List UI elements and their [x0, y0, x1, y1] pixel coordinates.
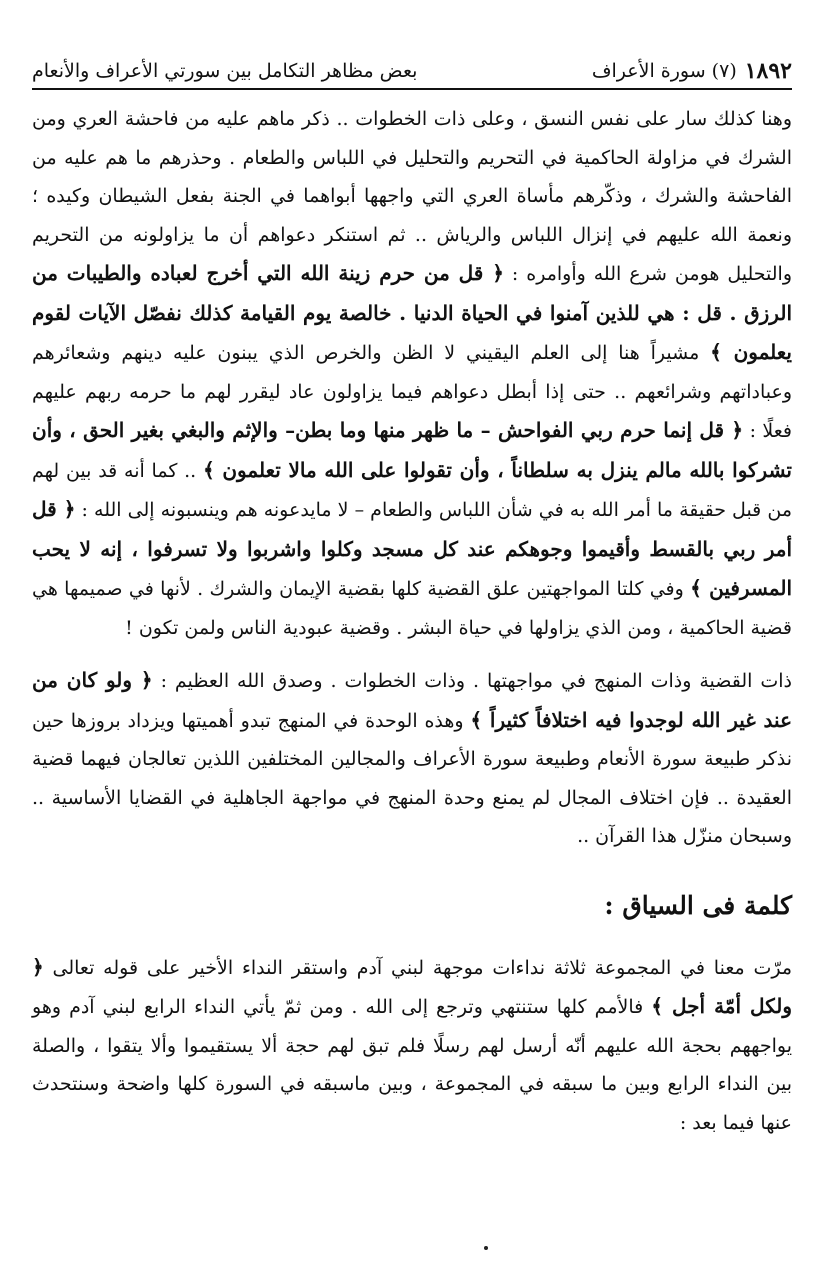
p3-text-1: مرّت معنا في المجموعة ثلاثة نداءات موجهة لبني آدم واستقر النداء الأخير على قوله تعالى	[43, 956, 792, 979]
p1-text-2: مشيراً هنا إلى العلم اليقيني لا الظن والخرص الذي يبنون عليه دينهم وشعائرهم وعباداتهم وشرائعهم .. حتى إذا أبطل دعواهم فيما يزاولون عاد ليقرر لهم ما حرمه ربهم عليهم فعلًا :	[32, 342, 792, 442]
page-number: ١٨٩٢	[744, 58, 792, 84]
page-header	[32, 54, 792, 90]
paragraph-1-text	[32, 100, 792, 647]
section-heading: كلمة فى السياق :	[604, 890, 792, 920]
running-title: بعض مظاهر التكامل بين سورتي الأعراف والأنعام	[32, 60, 418, 82]
p3-text-2: فالأمم كلها ستنتهي وترجع إلى الله . ومن ثمّ يأتي النداء الرابع لبني آدم وهو يواجههم بحجة الله عليهم أنّه أرسل لهم رسلًا فلم تبق لهم حجة ألا يستقيموا وألا يتقوا ، والصلة بين النداء الرابع وبين ما سبقه في المجموعة ، وبين ماسبقه في السورة كلها واضحة وسنتحدث عنها فيما بعد :	[32, 996, 792, 1134]
p3-quote-1: ﴿ ولكل أمّة أجل ﴾	[32, 954, 793, 1018]
paragraph-3-text	[32, 948, 792, 1143]
paragraph-3	[32, 948, 792, 1143]
footer-dot	[484, 1246, 488, 1250]
p1-text-1: وهنا كذلك سار على نفس النسق ، وعلى ذات الخطوات .. ذكر ماهم عليه من فاحشة العري ومن الشرك في مزاولة الحاكمية في التحريم والتحليل في اللباس والطعام . وحذرهم ما هم عليه من الفاحشة والشرك ، وذكّرهم مأساة العري التي واجهها أبواهما في الجنة بفعل الشيطان وكيده ؛ ونعمة الله عليهم في إنزال اللباس والرياش .. ثم استنكر دعواهم أن ما يزاولونه من التحريم والتحليل هومن شرع الله وأوامره :	[32, 108, 792, 285]
p1-quote-2: ﴿ قل إنما حرم ربي الفواحش – ما ظهر منها وما بطن– والإثم والبغي بغير الحق ، وأن تشركوا بالله مالم ينزل به سلطاناً ، وأن تقولوا على الله مالا تعلمون ﴾	[32, 418, 792, 482]
chapter-label: (٧) سورة الأعراف	[591, 60, 737, 82]
page-content	[32, 100, 792, 1142]
p2-quote-1: ﴿ ولو كان من عند غير الله لوجدوا فيه اختلافاً كثيراً ﴾	[32, 668, 792, 732]
p1-text-3: .. كما أنه قد بين لهم من قبل حقيقة ما أمر الله به في شأن اللباس والطعام – لا مايدعونه هم وينسبونه إلى الله :	[32, 459, 792, 521]
paragraph-2-text	[32, 661, 792, 856]
p1-quote-3: ﴿ قل أمر ربي بالقسط وأقيموا وجوهكم عند كل مسجد وكلوا واشربوا ولا تسرفوا ، إنه لا يحب المسرفين ﴾	[32, 497, 793, 600]
paragraph-2	[32, 661, 792, 856]
paragraph-1	[32, 100, 792, 647]
p1-quote-1: ﴿ قل من حرم زينة الله التي أخرج لعباده والطيبات من الرزق . قل : هي للذين آمنوا في الحياة الدنيا . خالصة يوم القيامة كذلك نفصّل الآيات لقوم يعلمون ﴾	[32, 261, 792, 364]
p2-text-1: ذات القضية وذات المنهج في مواجهتها . وذات الخطوات . وصدق الله العظيم :	[152, 670, 792, 692]
p1-text-4: وفي كلتا المواجهتين علق القضية كلها بقضية الإيمان والشرك . لأنها في صميمها هي قضية الحاكمية ، ومن الذي يزاولها في حياة البشر . وقضية عبودية الناس ولمن تكون !	[32, 578, 792, 639]
p2-text-2: وهذه الوحدة في المنهج تبدو أهميتها ويزداد بروزها حين نذكر طبيعة سورة الأنعام وطبيعة سورة الأعراف والمجالين المختلفين اللذين تعالجان فيهما قضية العقيدة .. فإن اختلاف المجال لم يمنع وحدة المنهج في مواجهة الجاهلية في القضايا الأساسية .. وسبحان منزّل هذا القرآن ..	[32, 709, 792, 847]
header-right-group	[592, 58, 792, 84]
